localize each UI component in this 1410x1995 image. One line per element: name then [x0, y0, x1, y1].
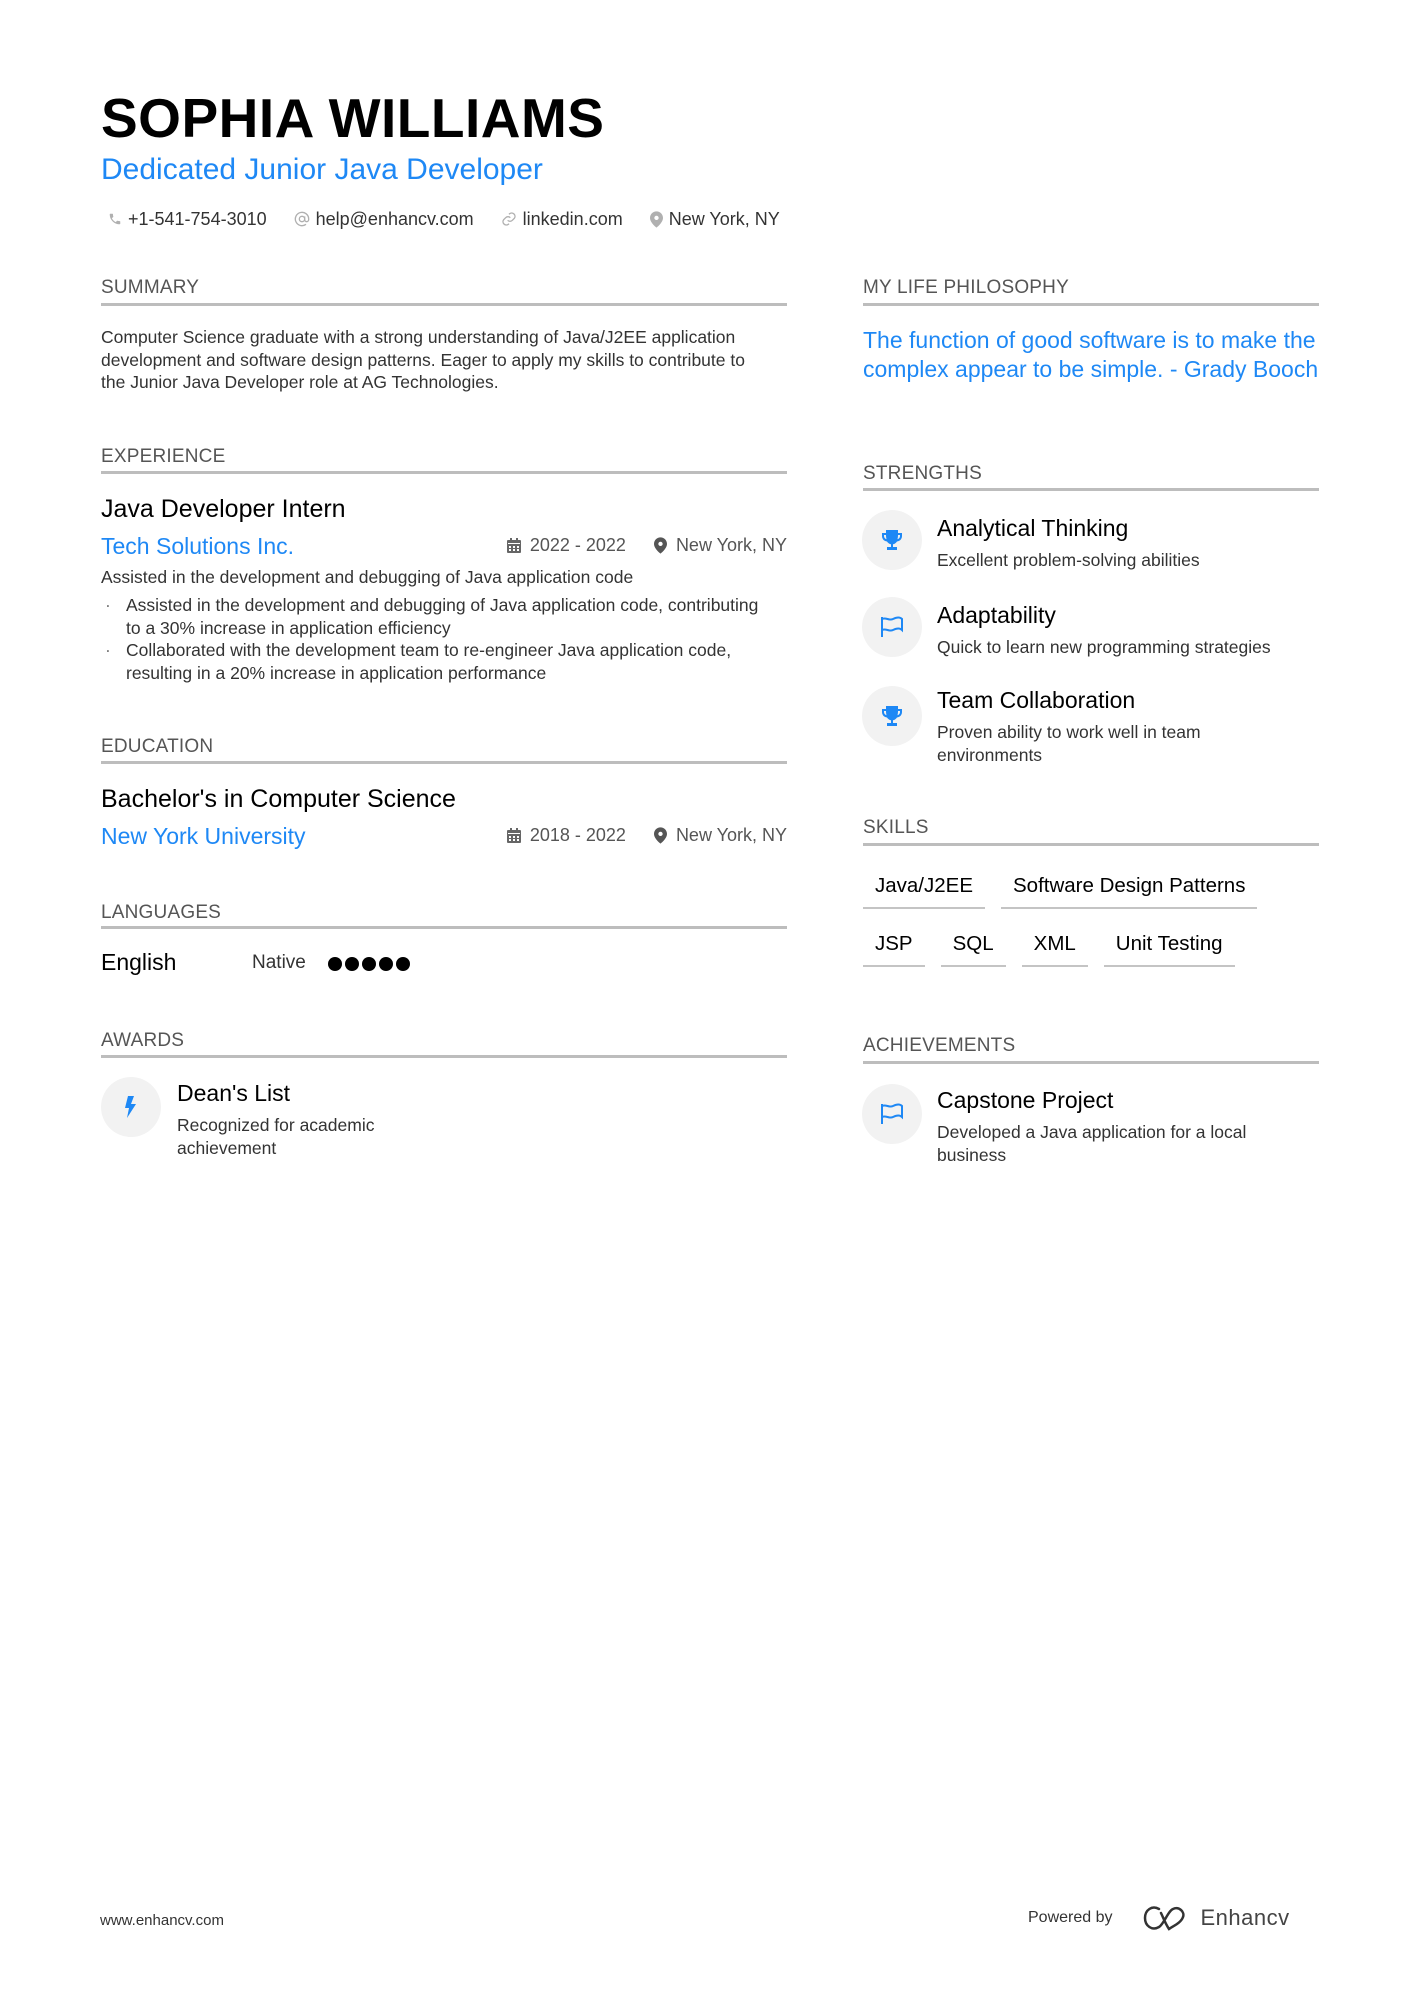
summary-text: Computer Science graduate with a strong understanding of Java/J2EE application development and software design patterns. Eager to apply my skills to contribute to the Junior Java Developer role at AG Technologies. — [101, 327, 745, 392]
school-name[interactable]: New York University — [101, 823, 306, 849]
footer-branding — [1028, 1905, 1290, 1931]
contact-location-text: New York, NY — [668, 208, 780, 229]
strength-icon-badge — [862, 686, 922, 746]
awards-heading: AWARDS — [101, 1030, 185, 1051]
achievement-description: Developed a Java application for a local business — [937, 1122, 1247, 1165]
brand-name: Enhancv — [1200, 1905, 1290, 1930]
job-bullet: · Assisted in the development and debugging of Java application code, contributing to a 30% increase in application efficiency — [101, 594, 761, 639]
contact-linkedin-text: linkedin.com — [522, 208, 623, 229]
strength-icon-badge — [862, 597, 922, 657]
achievements-divider — [863, 1061, 1319, 1064]
skill-tag: XML — [1022, 931, 1088, 967]
achievement-title: Capstone Project — [937, 1087, 1114, 1113]
achievements-heading: ACHIEVEMENTS — [863, 1035, 1016, 1056]
summary-heading: SUMMARY — [101, 277, 200, 298]
proficiency-dot — [362, 957, 376, 971]
skill-tag: Java/J2EE — [863, 873, 985, 909]
enhancv-logo-icon — [1143, 1905, 1189, 1931]
philosophy-heading: MY LIFE PHILOSOPHY — [863, 277, 1069, 298]
skill-tag: SQL — [941, 931, 1006, 967]
calendar-icon — [507, 538, 521, 553]
job-meta — [507, 532, 787, 558]
location-pin-icon — [654, 827, 667, 844]
philosophy-divider — [863, 303, 1319, 306]
skills-row — [863, 931, 1251, 967]
flag-icon — [880, 616, 904, 638]
award-description: Recognized for academic achievement — [177, 1115, 375, 1158]
job-bullets — [101, 594, 761, 684]
education-meta — [507, 822, 787, 848]
skill-tag: Software Design Patterns — [1001, 873, 1257, 909]
contact-phone-text: +1-541-754-3010 — [128, 208, 267, 229]
job-dates: 2022 - 2022 — [529, 534, 626, 555]
candidate-name: SOPHIA WILLIAMS — [101, 87, 605, 149]
strength-title: Analytical Thinking — [937, 515, 1129, 541]
summary-divider — [101, 303, 787, 306]
footer-website[interactable]: www.enhancv.com — [100, 1912, 224, 1929]
strengths-divider — [863, 488, 1319, 491]
awards-divider — [101, 1055, 787, 1058]
job-description: Assisted in the development and debugging of Java application code — [101, 567, 634, 587]
proficiency-dot — [345, 957, 359, 971]
strength-description: Proven ability to work well in team environments — [937, 722, 1201, 765]
phone-icon — [108, 211, 122, 227]
contact-row — [108, 207, 807, 231]
skill-tag: Unit Testing — [1104, 931, 1235, 967]
philosophy-quote: The function of good software is to make the complex appear to be simple. - Grady Booch — [863, 327, 1319, 382]
strength-description: Quick to learn new programming strategies — [937, 637, 1271, 657]
proficiency-dot — [379, 957, 393, 971]
skills-row — [863, 873, 1273, 909]
achievement-icon-badge — [862, 1084, 922, 1144]
at-icon — [294, 211, 310, 227]
education-location: New York, NY — [675, 824, 787, 845]
languages-divider — [101, 926, 787, 929]
strengths-heading: STRENGTHS — [863, 463, 982, 484]
education-heading: EDUCATION — [101, 736, 214, 757]
strength-title: Team Collaboration — [937, 687, 1136, 713]
contact-linkedin[interactable] — [501, 209, 623, 230]
job-location: New York, NY — [675, 534, 787, 555]
award-title: Dean's List — [177, 1080, 291, 1106]
calendar-icon — [507, 828, 521, 843]
job-company[interactable]: Tech Solutions Inc. — [101, 533, 295, 559]
skills-heading: SKILLS — [863, 817, 929, 838]
strength-title: Adaptability — [937, 602, 1056, 628]
language-proficiency-dots — [328, 957, 413, 971]
award-icon-badge — [101, 1077, 161, 1137]
flag-icon — [880, 1103, 904, 1125]
trophy-icon — [881, 530, 903, 550]
degree-title: Bachelor's in Computer Science — [101, 785, 456, 813]
education-dates: 2018 - 2022 — [529, 824, 626, 845]
job-title: Java Developer Intern — [101, 495, 346, 523]
contact-location — [650, 209, 780, 230]
powered-by-label: Powered by — [1028, 1909, 1113, 1926]
lightning-bolt-icon — [124, 1096, 138, 1118]
candidate-title: Dedicated Junior Java Developer — [101, 153, 543, 186]
languages-heading: LANGUAGES — [101, 902, 222, 923]
location-pin-icon — [654, 537, 667, 554]
education-divider — [101, 761, 787, 764]
contact-phone[interactable] — [108, 209, 267, 230]
location-pin-icon — [650, 211, 663, 228]
trophy-icon — [881, 706, 903, 726]
language-name: English — [101, 949, 177, 975]
contact-email[interactable] — [294, 209, 474, 230]
link-icon — [501, 211, 517, 227]
contact-email-text: help@enhancv.com — [315, 208, 474, 229]
skills-divider — [863, 843, 1319, 846]
experience-heading: EXPERIENCE — [101, 446, 226, 467]
proficiency-dot — [328, 957, 342, 971]
skill-tag: JSP — [863, 931, 925, 967]
job-bullet: · Collaborated with the development team to re-engineer Java application code, resulting in a 20% increase in application performance — [101, 639, 761, 684]
language-level: Native — [252, 952, 306, 973]
strength-description: Excellent problem-solving abilities — [937, 550, 1200, 570]
strength-icon-badge — [862, 510, 922, 570]
proficiency-dot — [396, 957, 410, 971]
experience-divider — [101, 471, 787, 474]
